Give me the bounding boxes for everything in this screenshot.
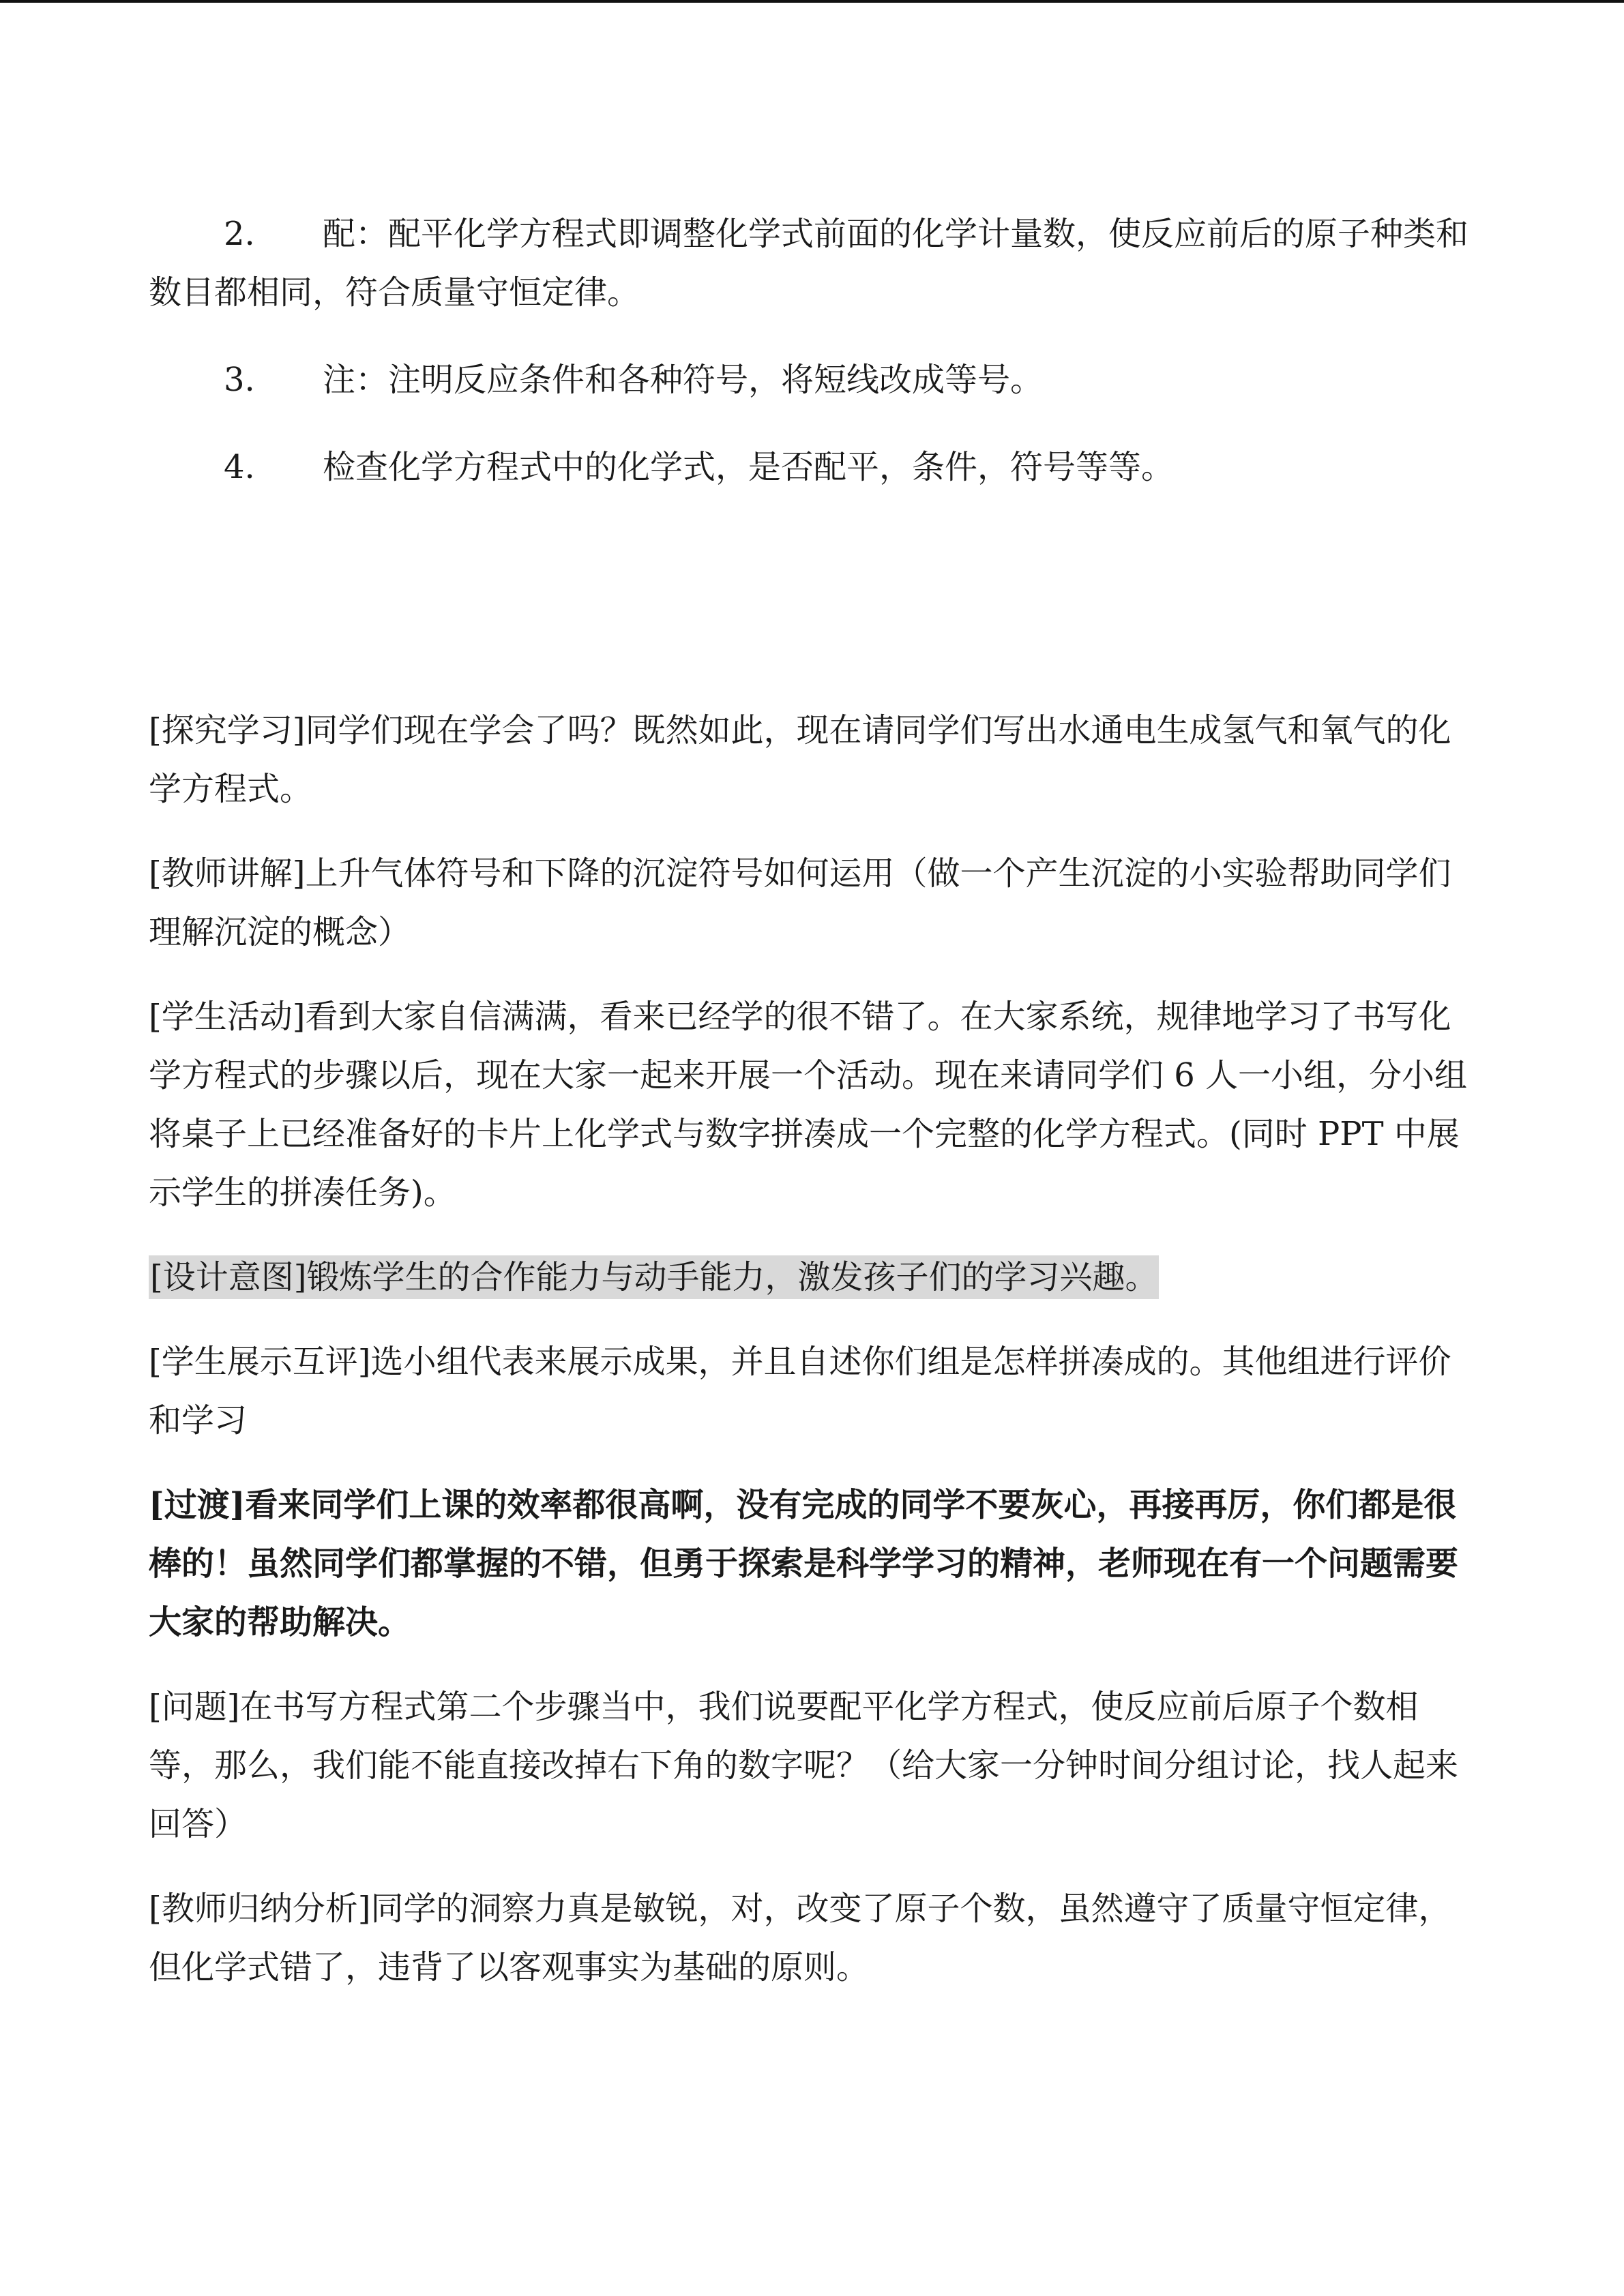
document-page — [149, 205, 1479, 2023]
paragraph-student-showcase: [学生展示互评]选小组代表来展示成果，并且自述你们组是怎样拼凑成的。其他组进行评价和学习 — [149, 1343, 1451, 1440]
paragraph-inquiry-learning: [探究学习]同学们现在学会了吗？既然如此，现在请同学们写出水通电生成氢气和氧气的化学方程式。 — [149, 711, 1451, 808]
step-number: 2. — [224, 215, 255, 253]
paragraph-design-intent: [设计意图]锻炼学生的合作能力与动手能力，激发孩子们的学习兴趣。 — [149, 1255, 1159, 1299]
paragraph-student-activity: [学生活动]看到大家自信满满，看来已经学的很不错了。在大家系统，规律地学习了书写化学方程式的步骤以后，现在大家一起来开展一个活动。现在来请同学们 6 人一小组，分小组将桌子上已经准备好的卡片上化学式与数字拼凑成一个完整的化学方程式。(同时 PPT 中展示学生的拼凑任务)。 — [149, 998, 1468, 1212]
section-spacer — [149, 525, 1479, 701]
paragraph-question: [问题]在书写方程式第二个步骤当中，我们说要配平化学方程式，使反应前后原子个数相等，那么，我们能不能直接改掉右下角的数字呢？（给大家一分钟时间分组讨论，找人起来回答） — [149, 1688, 1459, 1843]
step-item-4 — [149, 438, 1479, 496]
step-number: 4. — [224, 448, 255, 486]
paragraph-transition: [过渡]看来同学们上课的效率都很高啊，没有完成的同学不要灰心，再接再厉，你们都是很棒的！虽然同学们都掌握的不错，但勇于探索是科学学习的精神，老师现在有一个问题需要大家的帮助解决。 — [149, 1486, 1459, 1641]
step-text: 配：配平化学方程式即调整化学式前面的化学计量数，使反应前后的原子种类和数目都相同，符合质量守恒定律。 — [149, 215, 1469, 312]
paragraph-teacher-summary: [教师归纳分析]同学的洞察力真是敏锐，对，改变了原子个数，虽然遵守了质量守恒定律，但化学式错了，违背了以客观事实为基础的原则。 — [149, 1890, 1451, 1986]
step-list — [149, 205, 1479, 496]
step-text: 检查化学方程式中的化学式，是否配平，条件，符号等等。 — [323, 448, 1175, 486]
step-item-2 — [149, 205, 1479, 322]
step-number: 3. — [224, 361, 255, 399]
top-border-rule — [0, 0, 1624, 3]
step-text: 注：注明反应条件和各种符号，将短线改成等号。 — [323, 361, 1044, 399]
paragraph-design-intent-wrapper — [149, 1248, 1479, 1307]
step-item-3 — [149, 351, 1479, 409]
paragraph-teacher-explanation: [教师讲解]上升气体符号和下降的沉淀符号如何运用（做一个产生沉淀的小实验帮助同学们理解沉淀的概念） — [149, 854, 1451, 951]
